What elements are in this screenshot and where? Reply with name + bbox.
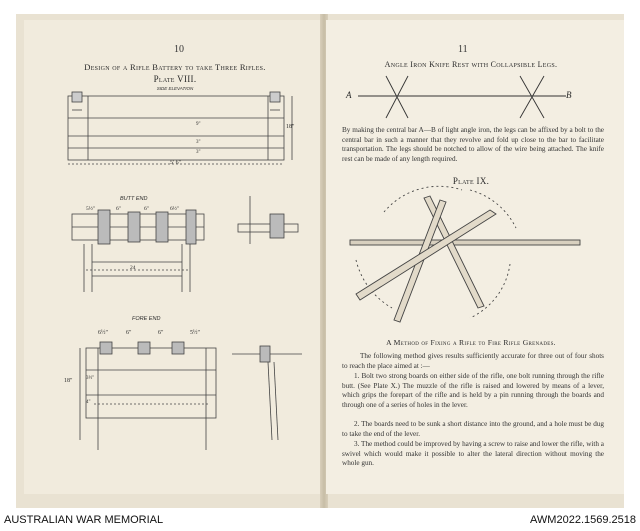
butt-dim-1: 5½" [86, 206, 96, 212]
left-page-title: Design of a Rifle Battery to take Three Rifles. [84, 62, 266, 72]
fore-total-dim: 18" [64, 378, 73, 384]
method-item-1: 1. Bolt two strong boards on either side of the rifle, one bolt running through the rifle butt. (See Plate X.) The muzzle of the rifle is raised and lowered by means of a lever, which grips the forepart of the rifle and is held by a pin running through the boards and through one of a series of holes in the lever. [342, 372, 604, 409]
side-height-dim-1: 9" [196, 122, 201, 127]
footer-accession-number: AWM2022.1569.2518 [530, 514, 636, 526]
side-height-dim-3: 3" [196, 150, 201, 155]
intro-paragraph: The following method gives results sufficiently accurate for three out of four shots to reach the place aimed at :— [342, 352, 604, 370]
fore-height-dim-1: 3½" [86, 376, 95, 381]
method-item-3: 3. The method could be improved by having a screw to raise and lower the rifle, with a swivel which would make it possible to alter the lateral direction without moving the whole gun. [342, 440, 604, 467]
left-page-number: 10 [174, 44, 184, 55]
rifle-grenade-section-title: A Method of Fixing a Rifle to Fire Rifle Grenades. [386, 338, 556, 347]
knife-rest-paragraph: By making the central bar A—B of light angle iron, the legs can be affixed by a bolt to the central bar in such a manner that they revolve and fold up close to the bar to facilitate transportation. The legs should be notched to allow of the wire being attached. The knife rest can be made of any length required. [342, 126, 604, 163]
butt-dim-3: 6" [144, 206, 149, 212]
butt-dim-4: 6½" [170, 206, 180, 212]
right-page-number: 11 [458, 44, 468, 55]
butt-dim-2: 6" [116, 206, 121, 212]
side-elevation-label: SIDE ELEVATION [156, 86, 194, 91]
butt-end-label: BUTT END [120, 196, 148, 202]
side-total-dim: 18" [286, 124, 295, 130]
method-item-2: 2. The boards need to be sunk a short distance into the ground, and a hole must be dug to take the end of the lever. [342, 420, 604, 438]
fore-dim-3: 6" [158, 330, 164, 336]
footer-institution: AUSTRALIAN WAR MEMORIAL [4, 514, 164, 526]
fore-dim-2: 6" [126, 330, 132, 336]
plate-ix-label: Plate IX. [452, 176, 490, 186]
butt-length-dim: 24 [130, 265, 136, 271]
right-page-title: Angle Iron Knife Rest with Collapsible Legs. [384, 60, 558, 69]
label-b: B [566, 90, 572, 100]
label-a: A [346, 90, 352, 100]
fore-end-label: FORE END [132, 316, 161, 322]
side-length-dim: 5' 6" [170, 160, 182, 166]
side-height-dim-2: 3" [196, 140, 201, 145]
fore-height-dim-2: 4" [86, 400, 91, 405]
fore-dim-4: 5½" [190, 330, 200, 336]
fore-dim-1: 6½" [98, 330, 108, 336]
plate-viii-label: Plate VIII. [153, 74, 197, 84]
